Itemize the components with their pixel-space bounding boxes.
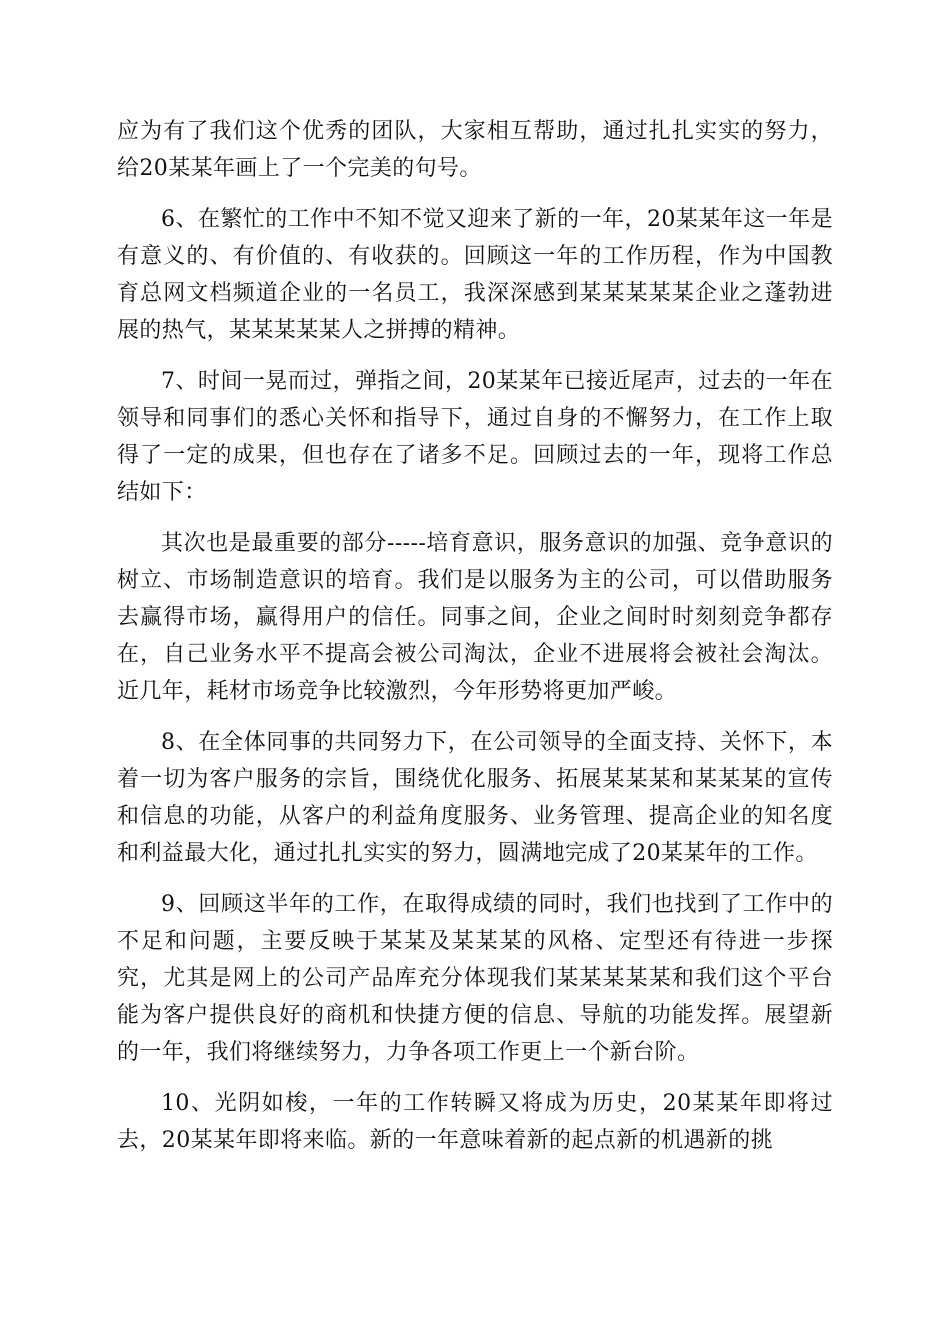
document-page [117,113,833,1159]
paragraph-item-8: 8、在全体同事的共同努力下，在公司领导的全面支持、关怀下，本着一切为客户服务的宗旨，围绕优化服务、拓展某某某和某某某的宣传和信息的功能，从客户的利益角度服务、业务管理、提高企业的知名度和利益最大化，通过扎扎实实的努力，圆满地完成了20某某年的工作。 [117,730,833,866]
paragraph-secondly: 其次也是最重要的部分-----培育意识，服务意识的加强、竞争意识的树立、市场制造意识的培育。我们是以服务为主的公司，可以借助服务去赢得市场，赢得用户的信任。同事之间，企业之间时时刻刻竞争都存在，自己业务水平不提高会被公司淘汰，企业不进展将会被社会淘汰。近几年，耗材市场竞争比较激烈，今年形势将更加严峻。 [117,531,833,704]
paragraph-item-10: 10、光阴如梭，一年的工作转瞬又将成为历史，20某某年即将过去，20某某年即将来临。新的一年意味着新的起点新的机遇新的挑 [117,1091,833,1153]
paragraph-item-6: 6、在繁忙的工作中不知不觉又迎来了新的一年，20某某年这一年是有意义的、有价值的、有收获的。回顾这一年的工作历程，作为中国教育总网文档频道企业的一名员工，我深深感到某某某某某企业之蓬勃进展的热气，某某某某某人之拼搏的精神。 [117,207,833,343]
paragraph-item-9: 9、回顾这半年的工作，在取得成绩的同时，我们也找到了工作中的不足和问题，主要反映于某某及某某某的风格、定型还有待进一步探究，尤其是网上的公司产品库充分体现我们某某某某某和我们这个平台能为客户提供良好的商机和快捷方便的信息、导航的功能发挥。展望新的一年，我们将继续努力，力争各项工作更上一个新台阶。 [117,892,833,1065]
paragraph-continuation: 应为有了我们这个优秀的团队，大家相互帮助，通过扎扎实实的努力，给20某某年画上了一个完美的句号。 [117,119,833,181]
paragraph-item-7: 7、时间一晃而过，弹指之间，20某某年已接近尾声，过去的一年在领导和同事们的悉心关怀和指导下，通过自身的不懈努力，在工作上取得了一定的成果，但也存在了诸多不足。回顾过去的一年，现将工作总结如下： [117,369,833,505]
